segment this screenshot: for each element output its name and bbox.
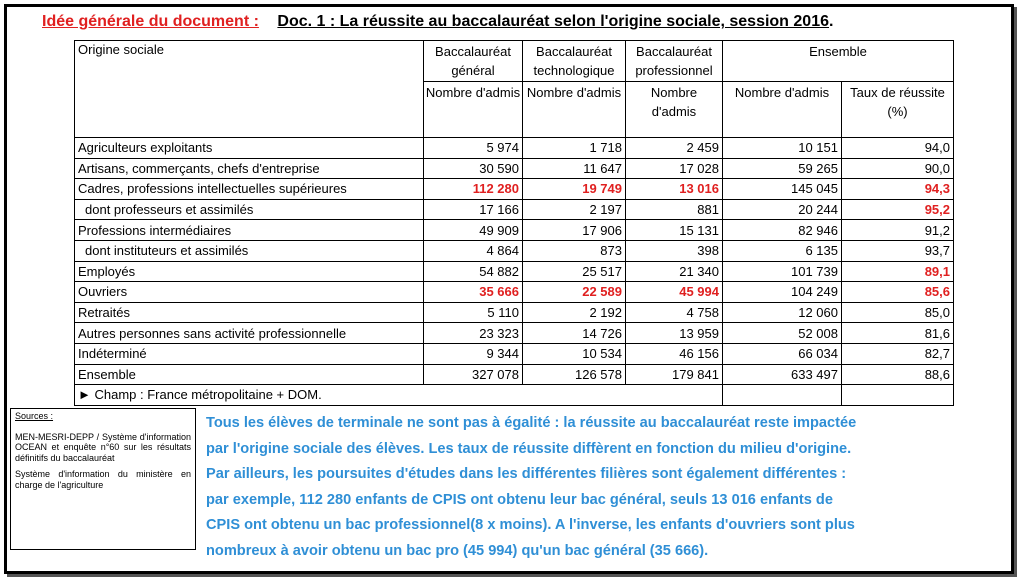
cell-pro: 398 <box>626 240 723 261</box>
paragraph-line: par exemple, 112 280 enfants de CPIS ont obtenu leur bac général, seuls 13 016 enfants de <box>206 491 833 508</box>
cell-admis: 101 739 <box>723 261 842 282</box>
cell-taux: 85,6 <box>842 282 954 303</box>
cell-tech: 126 578 <box>523 364 626 385</box>
cell-tech: 11 647 <box>523 158 626 179</box>
cell-gen: 23 323 <box>424 323 523 344</box>
cell-pro: 17 028 <box>626 158 723 179</box>
sources-title: Sources : <box>15 411 54 421</box>
cell-admis: 10 151 <box>723 138 842 159</box>
cell-tech: 14 726 <box>523 323 626 344</box>
col-header-bac-general: Baccalauréat général <box>424 41 523 82</box>
cell-admis: 104 249 <box>723 282 842 303</box>
row-label: Professions intermédiaires <box>75 220 424 241</box>
cell-admis: 66 034 <box>723 343 842 364</box>
cell-gen: 9 344 <box>424 343 523 364</box>
cell-gen: 35 666 <box>424 282 523 303</box>
analysis-paragraph <box>206 411 1012 565</box>
cell-admis: 145 045 <box>723 179 842 200</box>
cell-admis: 20 244 <box>723 199 842 220</box>
cell-pro: 881 <box>626 199 723 220</box>
cell-taux: 90,0 <box>842 158 954 179</box>
cell-admis: 59 265 <box>723 158 842 179</box>
document-heading <box>42 13 833 31</box>
row-label: dont instituteurs et assimilés <box>75 240 424 261</box>
heading-dot: . <box>829 13 834 30</box>
cell-tech: 1 718 <box>523 138 626 159</box>
col-header-ensemble: Ensemble <box>723 41 954 82</box>
sub-header-admis-pro: Nombre d'admis <box>626 82 723 138</box>
sub-header-admis-gen: Nombre d'admis <box>424 82 523 138</box>
cell-admis: 633 497 <box>723 364 842 385</box>
row-label: Ouvriers <box>75 282 424 303</box>
cell-admis: 52 008 <box>723 323 842 344</box>
col-header-bac-pro: Baccalauréat professionnel <box>626 41 723 82</box>
cell-gen: 17 166 <box>424 199 523 220</box>
row-label: Agriculteurs exploitants <box>75 138 424 159</box>
sub-header-taux: Taux de réussite (%) <box>842 82 954 138</box>
cell-taux: 94,3 <box>842 179 954 200</box>
heading-doc-title: Doc. 1 : La réussite au baccalauréat selon l'origine sociale, session 2016 <box>277 13 829 30</box>
origin-header: Origine sociale <box>75 41 424 138</box>
cell-pro: 13 959 <box>626 323 723 344</box>
row-label: Cadres, professions intellectuelles supérieures <box>75 179 424 200</box>
cell-pro: 46 156 <box>626 343 723 364</box>
row-label: dont professeurs et assimilés <box>75 199 424 220</box>
cell-pro: 15 131 <box>626 220 723 241</box>
cell-taux: 95,2 <box>842 199 954 220</box>
cell-admis: 82 946 <box>723 220 842 241</box>
empty-cell <box>723 385 842 406</box>
cell-pro: 45 994 <box>626 282 723 303</box>
cell-admis: 12 060 <box>723 302 842 323</box>
cell-pro: 2 459 <box>626 138 723 159</box>
cell-tech: 2 197 <box>523 199 626 220</box>
cell-tech: 2 192 <box>523 302 626 323</box>
empty-cell <box>842 385 954 406</box>
cell-pro: 21 340 <box>626 261 723 282</box>
cell-tech: 22 589 <box>523 282 626 303</box>
sources-agriculture: Système d'information du ministère en charge de l'agriculture <box>15 469 191 490</box>
cell-gen: 30 590 <box>424 158 523 179</box>
cell-gen: 49 909 <box>424 220 523 241</box>
cell-tech: 10 534 <box>523 343 626 364</box>
sub-header-admis-tech: Nombre d'admis <box>523 82 626 138</box>
row-label: Autres personnes sans activité professionnelle <box>75 323 424 344</box>
heading-idee: Idée générale du document : <box>42 13 259 30</box>
sources-box <box>10 408 196 550</box>
cell-tech: 17 906 <box>523 220 626 241</box>
cell-taux: 81,6 <box>842 323 954 344</box>
cell-tech: 873 <box>523 240 626 261</box>
cell-taux: 88,6 <box>842 364 954 385</box>
cell-gen: 4 864 <box>424 240 523 261</box>
cell-admis: 6 135 <box>723 240 842 261</box>
cell-tech: 25 517 <box>523 261 626 282</box>
cell-pro: 179 841 <box>626 364 723 385</box>
row-label: Ensemble <box>75 364 424 385</box>
row-label: Employés <box>75 261 424 282</box>
data-table <box>74 40 954 406</box>
cell-gen: 5 974 <box>424 138 523 159</box>
cell-tech: 19 749 <box>523 179 626 200</box>
paragraph-line: Tous les élèves de terminale ne sont pas à égalité : la réussite au baccalauréat reste impactée <box>206 415 857 431</box>
cell-gen: 327 078 <box>424 364 523 385</box>
paragraph-line: Par ailleurs, les poursuites d'études dans les différentes filières sont également différentes : <box>206 466 847 483</box>
row-label: Retraités <box>75 302 424 323</box>
sub-header-admis-ens: Nombre d'admis <box>723 82 842 138</box>
paragraph-line: par l'origine sociale des élèves. Les taux de réussite diffèrent en fonction du milieu d'origine. <box>206 440 852 457</box>
cell-taux: 82,7 <box>842 343 954 364</box>
sources-depp: MEN-MESRI-DEPP / Système d'information OCEAN et enquête n°60 sur les résultats définitifs du baccalauréat <box>15 431 191 463</box>
cell-taux: 89,1 <box>842 261 954 282</box>
cell-taux: 85,0 <box>842 302 954 323</box>
champ-note: ► Champ : France métropolitaine + DOM. <box>75 385 723 406</box>
row-label: Indéterminé <box>75 343 424 364</box>
cell-taux: 94,0 <box>842 138 954 159</box>
cell-taux: 93,7 <box>842 240 954 261</box>
row-label: Artisans, commerçants, chefs d'entreprise <box>75 158 424 179</box>
cell-taux: 91,2 <box>842 220 954 241</box>
col-header-bac-techno: Baccalauréat technologique <box>523 41 626 82</box>
cell-gen: 54 882 <box>424 261 523 282</box>
cell-gen: 112 280 <box>424 179 523 200</box>
cell-pro: 4 758 <box>626 302 723 323</box>
cell-pro: 13 016 <box>626 179 723 200</box>
paragraph-line: nombreux à avoir obtenu un bac pro (45 994) qu'un bac général (35 666). <box>206 542 709 559</box>
cell-gen: 5 110 <box>424 302 523 323</box>
paragraph-line: CPIS ont obtenu un bac professionnel(8 x moins). A l'inverse, les enfants d'ouvriers sont plus <box>206 517 855 534</box>
